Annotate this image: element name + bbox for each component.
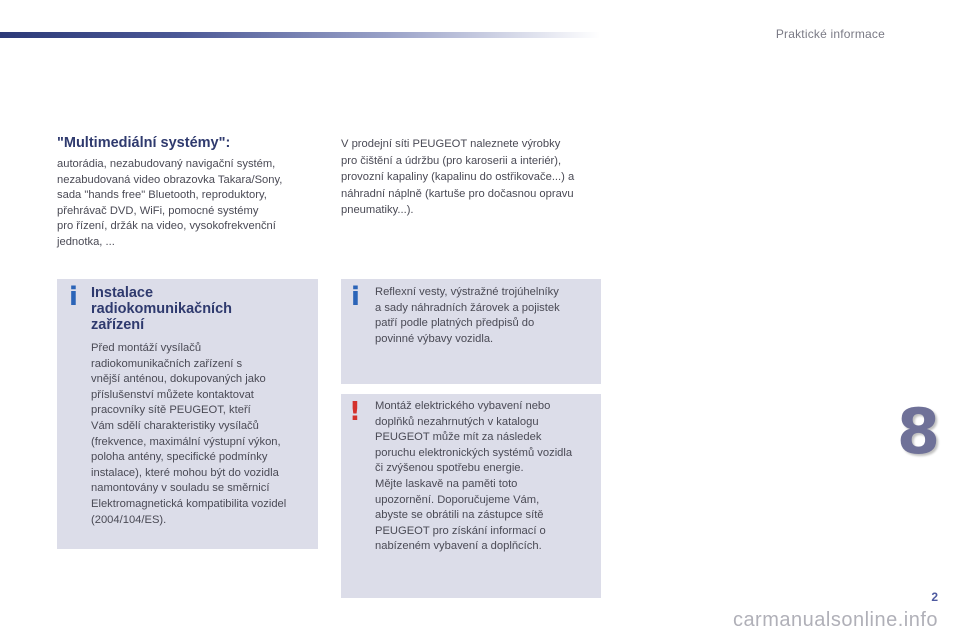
exclamation-icon: ! xyxy=(349,397,361,427)
info-icon: i xyxy=(69,282,78,312)
info-icon: i xyxy=(351,282,360,312)
radio-panel-text: Před montáží vysílačů radiokomunikačních zařízení s vnější anténou, dokupovaných jako příslušenství můžete kontaktovat pracovníky sítě PEUGEOT, kteří Vám sdělí charakteristiky vysílačů (frekvence, maximální výstupní výkon, poloha antény, specifické podmínky instalace), které mohou být do vozidla namontovány v souladu se směrnicí Elektromagnetická kompatibilita vozidel (2004/104/ES). xyxy=(91,342,287,526)
multimedia-text: autorádia, nezabudovaný navigační systém, nezabudovaná video obrazovka Takara/Sony, sada "hands free" Bluetooth, reproduktory, přehrávač DVD, WiFi, pomocné systémy pro řízení, držák na video, vysokofrekvenční jednotka, ... xyxy=(57,158,283,248)
radio-installation-panel xyxy=(57,279,318,549)
warning-panel-text: Montáž elektrického vybavení nebo doplňků nezahrnutých v katalogu PEUGEOT může mít za následek poruchu elektronických systémů vozidla či zvýšenou spotřebu energie. Mějte laskavě na paměti toto upozornění. Doporučujeme Vám, abyste se obrátili na zástupce sítě PEUGEOT pro získání informací o nabízeném vybavení a doplňcích. xyxy=(375,400,573,553)
watermark: carmanualsonline.info xyxy=(732,609,938,631)
page-header-title: Praktické informace xyxy=(775,27,885,41)
page-number: 2 xyxy=(931,590,938,604)
chapter-number: 8 xyxy=(896,395,940,468)
radio-panel-title: Instalace radiokomunikačních zařízení xyxy=(91,285,233,333)
dealer-info-text: V prodejní síti PEUGEOT naleznete výrobky pro čištění a údržbu (pro karoserii a interiér), provozní kapaliny (kapalinu do ostřikovače...) a náhradní náplně (kartuše pro dočasnou opravu pneumatiky...). xyxy=(341,138,575,217)
safety-panel-text: Reflexní vesty, výstražné trojúhelníky a sady náhradních žárovek a pojistek patří podle platných předpisů do povinné výbavy vozidla. xyxy=(375,286,560,345)
multimedia-heading: "Multimediální systémy": xyxy=(57,135,231,151)
safety-equipment-panel xyxy=(341,279,601,384)
electrical-warning-panel xyxy=(341,394,601,598)
header-gradient-bar xyxy=(0,32,600,38)
